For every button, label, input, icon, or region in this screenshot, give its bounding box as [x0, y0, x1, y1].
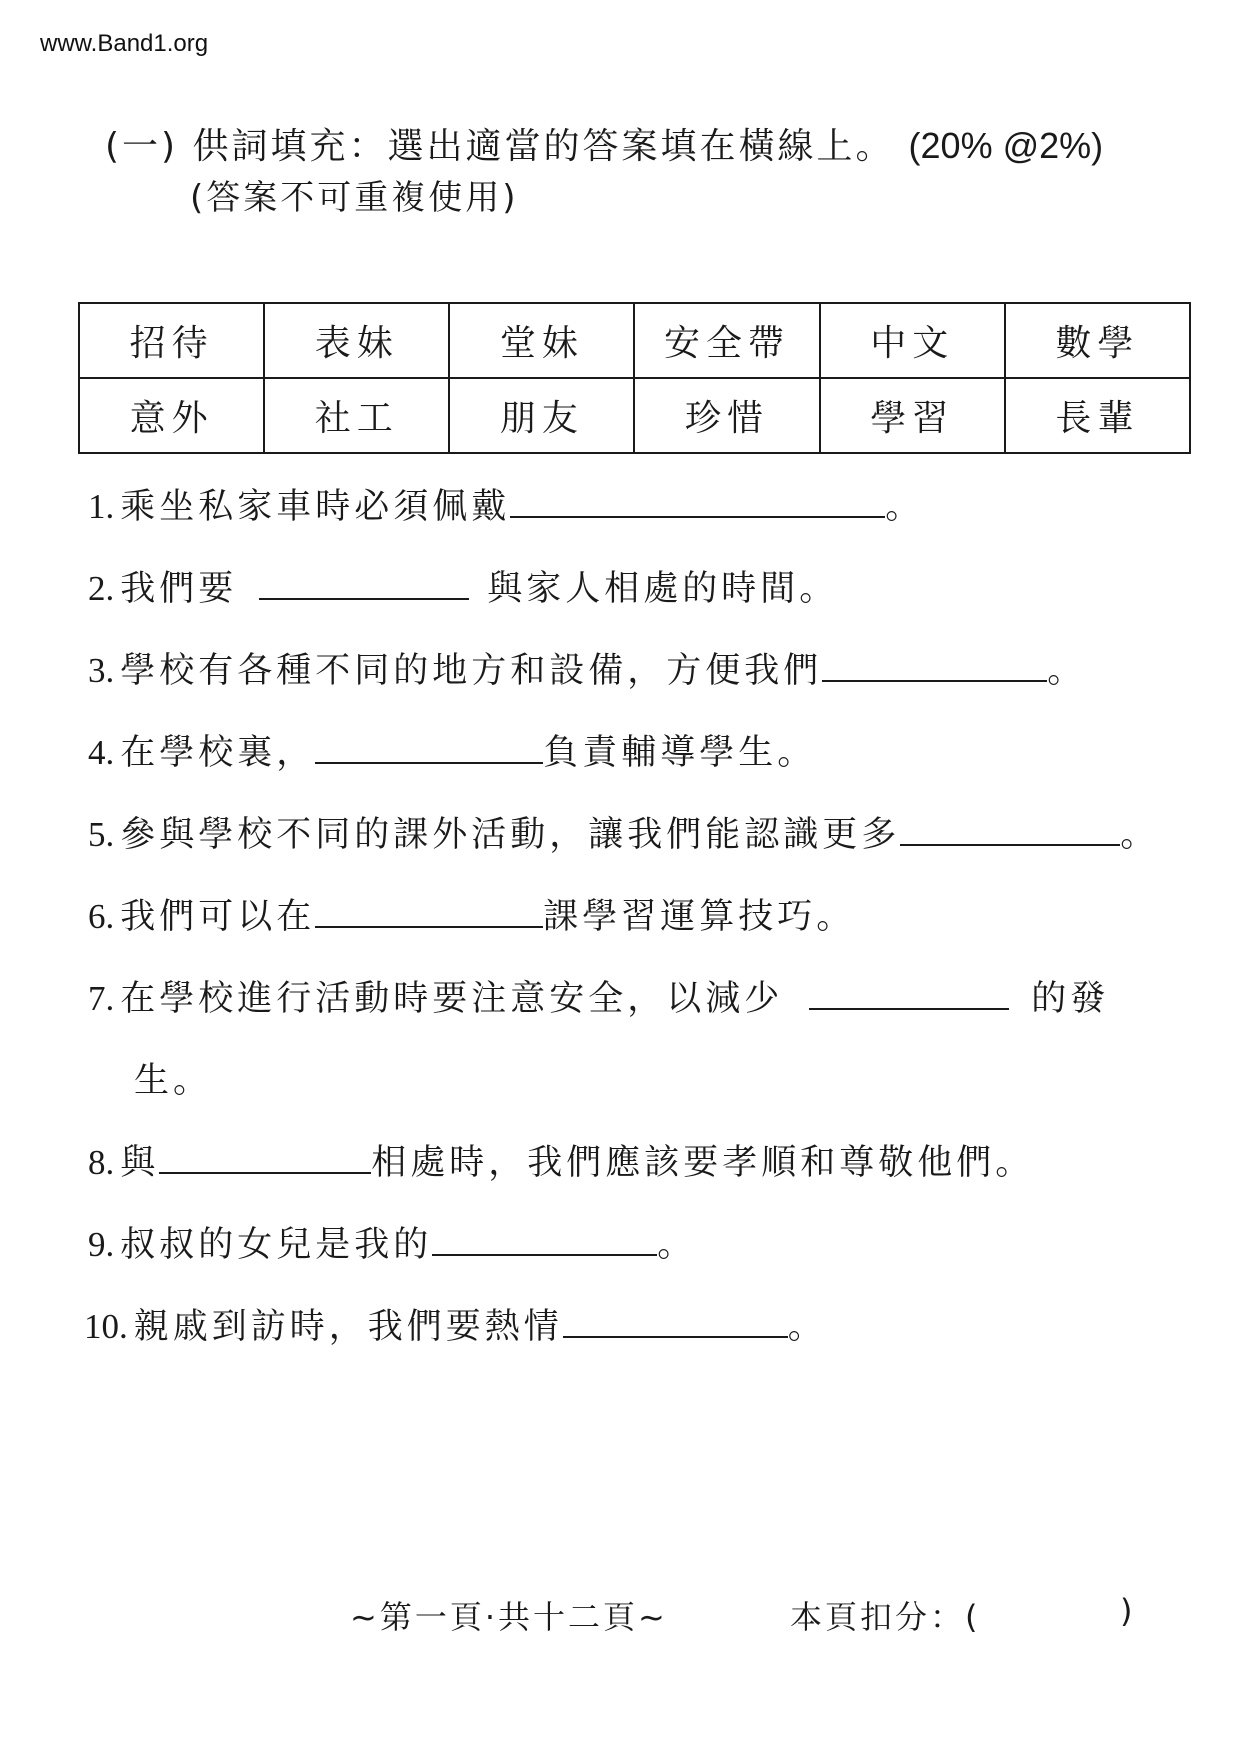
question-text: 叔叔的女兒是我的: [120, 1225, 433, 1265]
question-text: 我們可以在: [120, 897, 316, 937]
answer-blank-5[interactable]: [900, 814, 1120, 846]
word-bank-cell: 表妹: [264, 303, 449, 378]
page-number: ~第一頁·共十二頁~: [350, 1598, 668, 1636]
question-number: 3.: [88, 651, 115, 690]
question-text: 。: [657, 1225, 697, 1265]
question-1: [88, 485, 924, 529]
answer-blank-9[interactable]: [432, 1224, 657, 1256]
question-text: 。: [1120, 815, 1160, 855]
question-number: 6.: [88, 897, 115, 936]
question-text: 學校有各種不同的地方和設備，方便我們: [120, 651, 823, 691]
word-bank-cell: 招待: [79, 303, 264, 378]
question-text: 。: [787, 1307, 827, 1347]
question-text: 。: [1047, 651, 1087, 691]
word-bank-cell: 朋友: [449, 378, 634, 453]
question-number: 10.: [84, 1307, 128, 1346]
question-text: 在學校進行活動時要注意安全，以減少: [120, 979, 784, 1019]
question-text: 參與學校不同的課外活動，讓我們能認識更多: [120, 815, 901, 855]
question-text: 親戚到訪時，我們要熱情: [133, 1307, 563, 1347]
answer-blank-3[interactable]: [822, 650, 1047, 682]
section-title: [105, 118, 1103, 169]
word-bank-cell: 學習: [820, 378, 1005, 453]
question-text: 。: [885, 487, 925, 527]
deduction-close: ): [1120, 1592, 1136, 1630]
answer-blank-8[interactable]: [159, 1142, 371, 1174]
answer-blank-10[interactable]: [563, 1306, 788, 1338]
question-7-continuation: [134, 1059, 212, 1103]
word-bank-cell: 長輩: [1005, 378, 1190, 453]
section-title-text: (一) 供詞填充：選出適當的答案填在橫線上。: [105, 126, 895, 167]
question-text: 乘坐私家車時必須佩戴: [120, 487, 511, 527]
question-number: 8.: [88, 1143, 115, 1182]
question-number: 9.: [88, 1225, 115, 1264]
question-6: [88, 895, 855, 939]
question-number: 2.: [88, 569, 115, 608]
answer-blank-7[interactable]: [809, 978, 1009, 1010]
word-bank-cell: 意外: [79, 378, 264, 453]
question-text: 相處時，我們應該要孝順和尊敬他們。: [371, 1143, 1035, 1183]
word-bank-cell: 堂妹: [449, 303, 634, 378]
section-note: (答案不可重複使用): [190, 178, 519, 218]
watermark: www.Band1.org: [40, 30, 209, 57]
question-2: [88, 567, 838, 611]
question-text: 與家人相處的時間。: [487, 569, 839, 609]
question-10: [84, 1305, 827, 1349]
question-number: 4.: [88, 733, 115, 772]
question-number: 1.: [88, 487, 115, 526]
question-3: [88, 649, 1086, 693]
answer-blank-1[interactable]: [510, 486, 885, 518]
question-text: 負責輔導學生。: [543, 733, 817, 773]
answer-blank-4[interactable]: [315, 732, 543, 764]
question-8: [88, 1141, 1034, 1185]
answer-blank-6[interactable]: [315, 896, 543, 928]
question-text: 在學校裏，: [120, 733, 316, 773]
question-text: 的發: [1031, 979, 1110, 1019]
word-bank-cell: 珍惜: [634, 378, 819, 453]
score-note: (20% @2%): [908, 125, 1104, 166]
question-text: 與: [120, 1143, 160, 1183]
word-bank-table: [78, 302, 1191, 454]
word-bank-cell: 社工: [264, 378, 449, 453]
question-text: 我們要: [120, 569, 238, 609]
question-text: 課學習運算技巧。: [543, 897, 856, 937]
deduction-label: 本頁扣分：(: [790, 1598, 981, 1636]
question-number: 5.: [88, 815, 115, 854]
question-7: [88, 977, 1109, 1021]
word-bank-cell: 數學: [1005, 303, 1190, 378]
question-number: 7.: [88, 979, 115, 1018]
question-5: [88, 813, 1159, 857]
question-text: 生。: [134, 1061, 213, 1101]
question-9: [88, 1223, 696, 1267]
word-bank-cell: 安全帶: [634, 303, 819, 378]
word-bank-row: [79, 378, 1190, 453]
word-bank-row: [79, 303, 1190, 378]
word-bank-cell: 中文: [820, 303, 1005, 378]
answer-blank-2[interactable]: [259, 568, 469, 600]
question-4: [88, 731, 816, 775]
